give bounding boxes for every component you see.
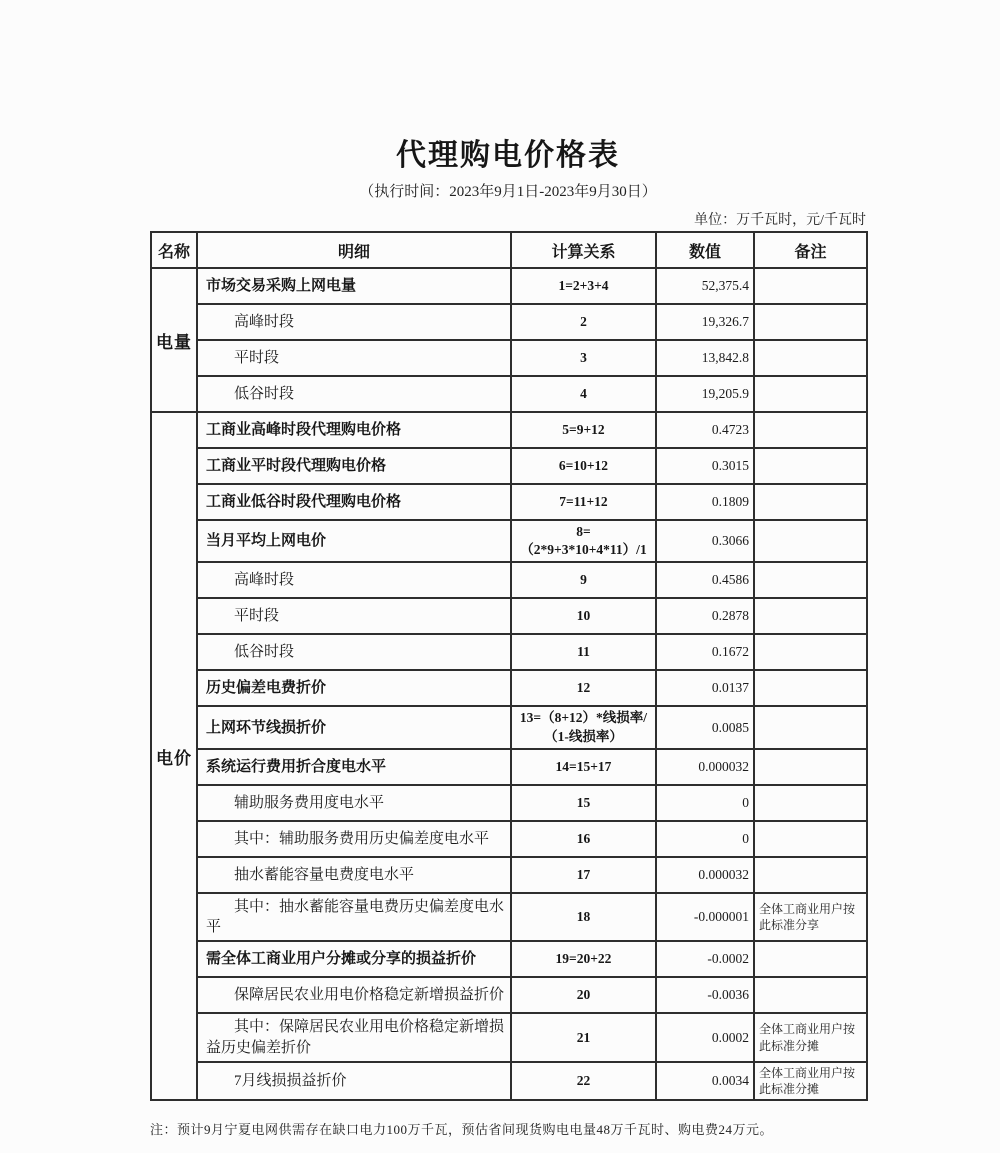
relation-cell: 10 [511,598,656,634]
table-header-row [151,232,867,268]
remark-cell [754,598,867,634]
value-cell: 0.2878 [656,598,754,634]
detail-cell: 其中：保障居民农业用电价格稳定新增损益历史偏差折价 [197,1013,511,1062]
detail-cell: 保障居民农业用电价格稳定新增损益折价 [197,977,511,1013]
detail-cell: 7月线损损益折价 [197,1062,511,1100]
footnote: 注：预计9月宁夏电网供需存在缺口电力100万千瓦，预估省间现货购电电量48万千瓦时、购电费24万元。 [150,1122,774,1138]
detail-cell: 低谷时段 [197,376,511,412]
col-header-value: 数值 [656,232,754,268]
detail-cell: 工商业低谷时段代理购电价格 [197,484,511,520]
remark-cell [754,857,867,893]
detail-cell: 需全体工商业用户分摊或分享的损益折价 [197,941,511,977]
table-row [151,634,867,670]
remark-cell [754,670,867,706]
relation-cell: 17 [511,857,656,893]
price-table [150,231,868,1101]
col-header-remark: 备注 [754,232,867,268]
detail-cell: 当月平均上网电价 [197,520,511,562]
value-cell: 0.3015 [656,448,754,484]
relation-cell: 15 [511,785,656,821]
detail-cell: 高峰时段 [197,304,511,340]
detail-cell: 抽水蓄能容量电费度电水平 [197,857,511,893]
table-row [151,520,867,562]
value-cell: 0.4723 [656,412,754,448]
relation-cell: 6=10+12 [511,448,656,484]
table-row [151,598,867,634]
table-row [151,785,867,821]
relation-cell: 3 [511,340,656,376]
group-label-volume: 电量 [151,268,197,412]
detail-cell: 工商业平时段代理购电价格 [197,448,511,484]
detail-cell: 上网环节线损折价 [197,706,511,748]
value-cell: 13,842.8 [656,340,754,376]
relation-cell: 13=（8+12）*线损率/（1-线损率） [511,706,656,748]
remark-cell [754,749,867,785]
remark-cell [754,941,867,977]
remark-cell [754,412,867,448]
value-cell: 0.1809 [656,484,754,520]
table-row [151,340,867,376]
col-header-relation: 计算关系 [511,232,656,268]
remark-cell [754,706,867,748]
table-row [151,1062,867,1100]
value-cell: 19,205.9 [656,376,754,412]
table-row [151,304,867,340]
remark-cell: 全体工商业用户按此标准分摊 [754,1013,867,1062]
table-row [151,821,867,857]
table-row [151,484,867,520]
table-row [151,977,867,1013]
remark-cell [754,785,867,821]
detail-cell: 市场交易采购上网电量 [197,268,511,304]
value-cell: 0.4586 [656,562,754,598]
relation-cell: 8=（2*9+3*10+4*11）/1 [511,520,656,562]
value-cell: 0.000032 [656,749,754,785]
remark-cell [754,821,867,857]
relation-cell: 19=20+22 [511,941,656,977]
relation-cell: 18 [511,893,656,942]
detail-cell: 系统运行费用折合度电水平 [197,749,511,785]
table-row [151,448,867,484]
table-row [151,893,867,942]
relation-cell: 22 [511,1062,656,1100]
table-row [151,749,867,785]
value-cell: 0 [656,785,754,821]
value-cell: -0.000001 [656,893,754,942]
detail-cell: 平时段 [197,598,511,634]
group-label-price: 电价 [151,412,197,1100]
table-row [151,857,867,893]
remark-cell [754,268,867,304]
detail-cell: 高峰时段 [197,562,511,598]
detail-cell: 低谷时段 [197,634,511,670]
relation-cell: 16 [511,821,656,857]
remark-cell [754,304,867,340]
unit-note: 单位：万千瓦时，元/千瓦时 [694,213,866,228]
table-row [151,941,867,977]
relation-cell: 14=15+17 [511,749,656,785]
detail-cell: 平时段 [197,340,511,376]
value-cell: 19,326.7 [656,304,754,340]
page-title: 代理购电价格表 [396,139,620,172]
value-cell: 52,375.4 [656,268,754,304]
relation-cell: 21 [511,1013,656,1062]
value-cell: -0.0036 [656,977,754,1013]
table-row [151,268,867,304]
relation-cell: 7=11+12 [511,484,656,520]
relation-cell: 9 [511,562,656,598]
remark-cell [754,634,867,670]
relation-cell: 11 [511,634,656,670]
col-header-name: 名称 [151,232,197,268]
detail-cell: 工商业高峰时段代理购电价格 [197,412,511,448]
remark-cell: 全体工商业用户按此标准分摊 [754,1062,867,1100]
table-row [151,376,867,412]
detail-cell: 历史偏差电费折价 [197,670,511,706]
value-cell: 0.3066 [656,520,754,562]
relation-cell: 20 [511,977,656,1013]
relation-cell: 12 [511,670,656,706]
value-cell: 0.0085 [656,706,754,748]
value-cell: 0.000032 [656,857,754,893]
table-row [151,562,867,598]
page-subtitle: （执行时间：2023年9月1日-2023年9月30日） [359,184,657,200]
remark-cell [754,376,867,412]
remark-cell [754,977,867,1013]
remark-cell [754,340,867,376]
table-row [151,706,867,748]
remark-cell [754,520,867,562]
remark-cell: 全体工商业用户按此标准分享 [754,893,867,942]
remark-cell [754,562,867,598]
value-cell: 0.0002 [656,1013,754,1062]
detail-cell: 其中：抽水蓄能容量电费历史偏差度电水平 [197,893,511,942]
relation-cell: 2 [511,304,656,340]
detail-cell: 辅助服务费用度电水平 [197,785,511,821]
relation-cell: 1=2+3+4 [511,268,656,304]
table-row [151,412,867,448]
table-row [151,1013,867,1062]
relation-cell: 5=9+12 [511,412,656,448]
table-row [151,670,867,706]
value-cell: 0.0137 [656,670,754,706]
value-cell: 0.1672 [656,634,754,670]
value-cell: 0.0034 [656,1062,754,1100]
detail-cell: 其中：辅助服务费用历史偏差度电水平 [197,821,511,857]
value-cell: 0 [656,821,754,857]
value-cell: -0.0002 [656,941,754,977]
relation-cell: 4 [511,376,656,412]
remark-cell [754,484,867,520]
remark-cell [754,448,867,484]
col-header-detail: 明细 [197,232,511,268]
